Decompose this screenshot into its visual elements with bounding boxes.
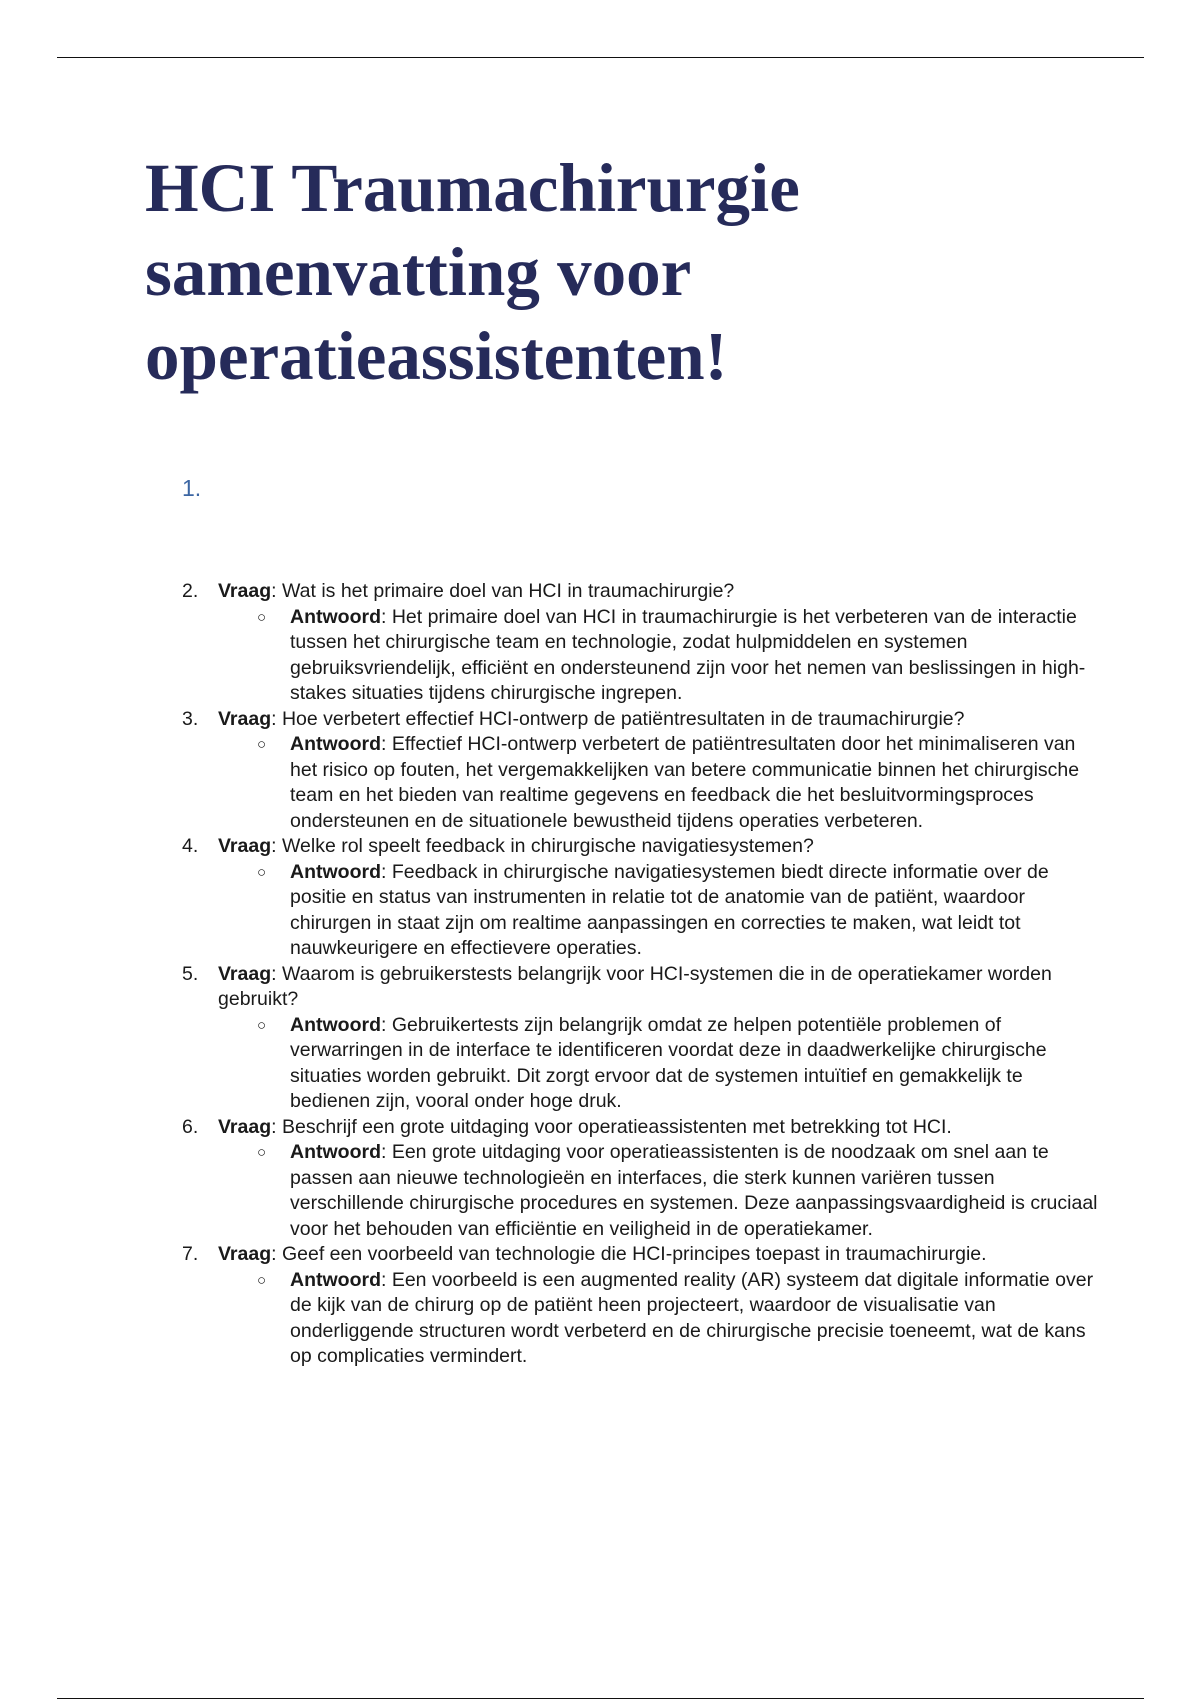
hollow-bullet-icon: ○ <box>257 1271 267 1289</box>
answer <box>218 605 1102 707</box>
qa-list-item <box>182 962 1102 1115</box>
item-number: 6. <box>182 1115 199 1138</box>
question <box>218 579 1102 605</box>
hollow-bullet-icon: ○ <box>257 1016 267 1034</box>
answer-label: Antwoord <box>290 1268 381 1291</box>
separator: : <box>271 1115 282 1138</box>
question-text: Welke rol speelt feedback in chirurgische navigatiesystemen? <box>281 835 814 857</box>
item-number: 7. <box>182 1243 199 1265</box>
qa-list <box>182 579 1102 1370</box>
question <box>218 707 1102 733</box>
answer-text: Een voorbeeld is een augmented reality (AR) systeem dat digitale informatie over de kijk van de chirurg op de patiënt heen projecteert, waardoor de visualisatie van onderliggende structuren wordt verbeterd en de chirurgische precisie toeneemt, wat de kans op complicaties vermindert. <box>290 1268 1094 1367</box>
top-rule <box>57 57 1144 58</box>
question-text: Wat is het primaire doel van HCI in traumachirurgie? <box>281 580 735 602</box>
separator: : <box>271 707 282 730</box>
separator: : <box>380 733 392 755</box>
answer <box>218 1013 1102 1115</box>
separator: : <box>380 1268 392 1291</box>
question-label: Vraag <box>218 962 272 985</box>
separator: : <box>271 1243 282 1265</box>
empty-list-item-number: 1. <box>182 475 202 501</box>
question-text: Hoe verbetert effectief HCI-ontwerp de patiëntresultaten in de traumachirurgie? <box>281 707 965 730</box>
qa-list-item <box>182 579 1102 707</box>
answer <box>218 732 1102 834</box>
qa-list-item <box>182 1115 1102 1243</box>
answer-text: Een grote uitdaging voor operatieassistenten is de noodzaak om snel aan te passen aan nieuwe technologieën en interfaces, die sterk kunnen variëren tussen verschillende chirurgische procedures en systemen. Deze aanpassingsvaardigheid is cruciaal voor het behouden van efficiëntie en veiligheid in de operatiekamer. <box>290 1141 1098 1240</box>
answer-text: Gebruikertests zijn belangrijk omdat ze helpen potentiële problemen of verwarringen in de interface te identificeren voordat deze in daadwerkelijke chirurgische situaties worden gebruikt. Dit zorgt ervoor dat de systemen intuïtief en gemakkelijk te bedienen zijn, vooral onder hoge druk. <box>290 1013 1047 1112</box>
separator: : <box>271 835 282 857</box>
question <box>218 1115 1102 1141</box>
answer-text: Het primaire doel van HCI in traumachirurgie is het verbeteren van de interactie tussen het chirurgische team en technologie, zodat hulpmiddelen en systemen gebruiksvriendelijk, efficiënt en ondersteunend zijn voor het nemen van beslissingen in high-stakes situaties tijdens chirurgische ingrepen. <box>290 605 1086 704</box>
question-label: Vraag <box>218 1115 272 1138</box>
question-text: Beschrijf een grote uitdaging voor operatieassistenten met betrekking tot HCI. <box>281 1115 952 1138</box>
bottom-rule <box>57 1698 1144 1699</box>
title-line-1: HCI Traumachirurgie <box>145 150 800 226</box>
item-number: 4. <box>182 835 199 857</box>
hollow-bullet-icon: ○ <box>257 1144 267 1161</box>
answer-label: Antwoord <box>290 1013 381 1036</box>
qa-list-item <box>182 834 1102 962</box>
item-number: 2. <box>182 580 199 602</box>
question <box>218 962 1102 1013</box>
answer-label: Antwoord <box>290 605 381 628</box>
question-text: Waarom is gebruikerstests belangrijk voor HCI-systemen die in de operatiekamer worden gebruikt? <box>218 962 1052 1010</box>
separator: : <box>380 860 392 883</box>
title-line-2: samenvatting voor <box>145 234 692 310</box>
hollow-bullet-icon: ○ <box>257 608 267 626</box>
question <box>218 834 1102 860</box>
question <box>218 1242 1102 1268</box>
answer <box>218 1268 1102 1370</box>
question-text: Geef een voorbeeld van technologie die HCI-principes toepast in traumachirurgie. <box>281 1243 987 1265</box>
separator: : <box>380 1013 392 1036</box>
item-number: 3. <box>182 707 199 730</box>
question-label: Vraag <box>218 835 272 857</box>
answer <box>218 860 1102 962</box>
qa-list-item <box>182 1242 1102 1370</box>
answer-text: Feedback in chirurgische navigatiesystemen biedt directe informatie over de positie en status van instrumenten in relatie tot de anatomie van de patiënt, waardoor chirurgen in staat zijn om realtime aanpassingen en correcties te maken, wat leidt tot nauwkeurigere en effectievere operaties. <box>290 860 1049 959</box>
hollow-bullet-icon: ○ <box>257 863 267 881</box>
answer-label: Antwoord <box>290 733 381 755</box>
question-label: Vraag <box>218 580 272 602</box>
page-title <box>145 146 1045 398</box>
item-number: 5. <box>182 962 199 985</box>
question-label: Vraag <box>218 1243 272 1265</box>
separator: : <box>271 580 282 602</box>
answer-text: Effectief HCI-ontwerp verbetert de patiëntresultaten door het minimaliseren van het risico op fouten, het vergemakkelijken van betere communicatie binnen het chirurgische team en het bieden van realtime gegevens en feedback die het besluitvormingsproces ondersteunen en de situationele bewustheid tijdens operaties verbeteren. <box>290 733 1080 832</box>
hollow-bullet-icon: ○ <box>257 736 267 753</box>
answer-label: Antwoord <box>290 1141 381 1163</box>
separator: : <box>380 605 392 628</box>
question-label: Vraag <box>218 707 272 730</box>
qa-list-item <box>182 707 1102 835</box>
separator: : <box>380 1141 392 1163</box>
separator: : <box>271 962 282 985</box>
answer-label: Antwoord <box>290 860 381 883</box>
answer <box>218 1140 1102 1242</box>
title-line-3: operatieassistenten! <box>145 318 728 394</box>
